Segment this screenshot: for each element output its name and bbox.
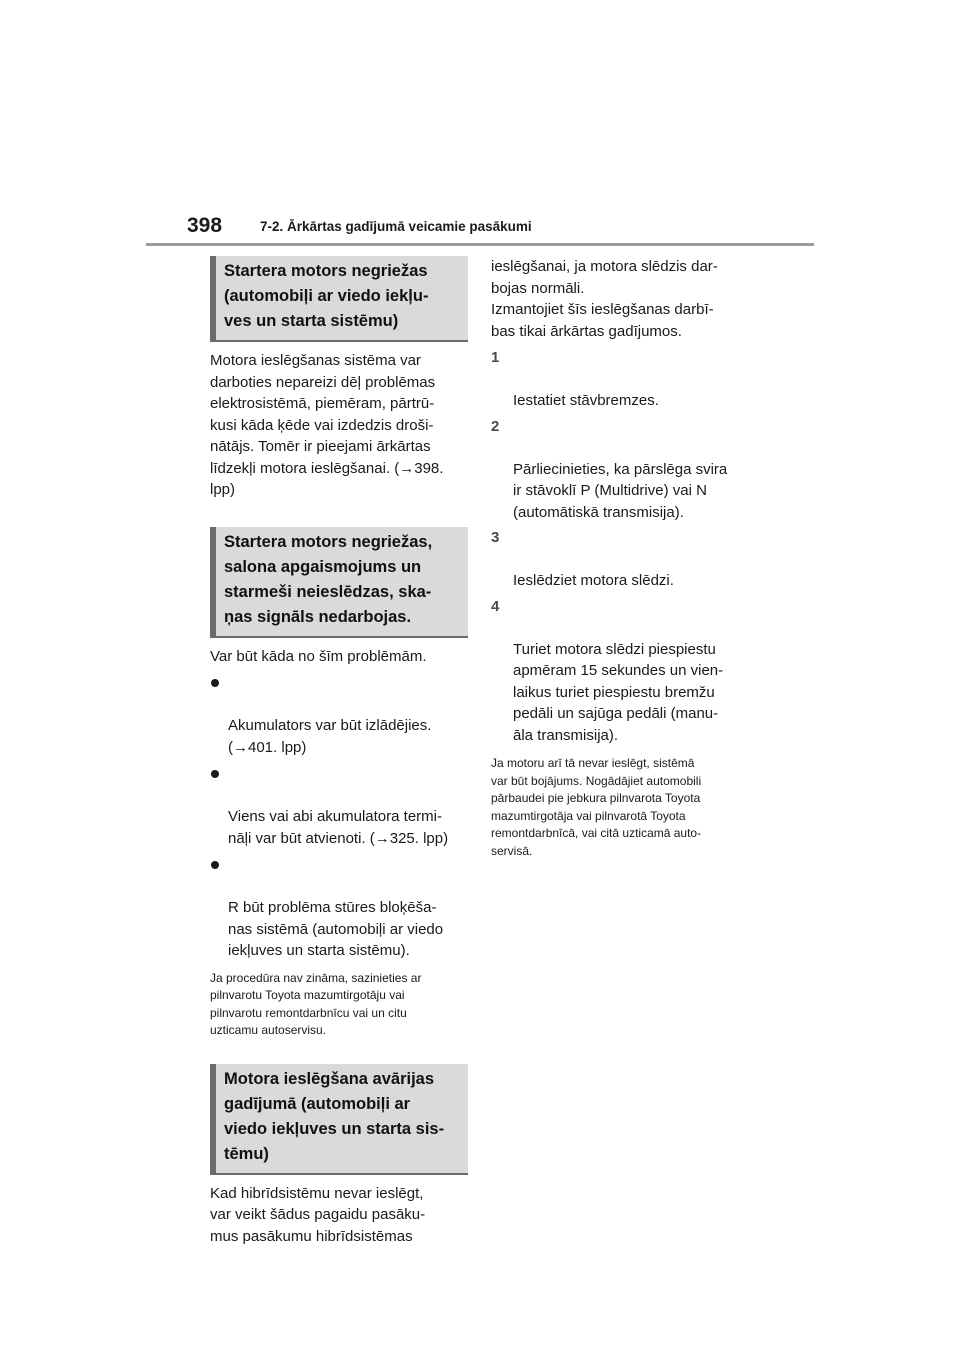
right-column xyxy=(491,256,753,860)
step-number: 4 xyxy=(491,597,500,615)
step-text: Pārliecinieties, ka pārslēga svira ir stāvoklī P (Multidrive) vai N (automātiskā transmisija). xyxy=(513,460,728,521)
note-system-fault: Ja motoru arī tā nevar ieslēgt, sistēmā var būt bojājums. Nogādājiet automobili pārbaudei pie jebkura pilnvarota Toyota mazumtirgotāja vai pilnvarotā Toyota remontdarbnīcā, vai citā uzticamā auto- servisā. xyxy=(491,756,702,858)
heading-no-lights-no-horn xyxy=(210,527,468,638)
heading-text: Motora ieslēgšana avārijas gadījumā (automobiļi ar viedo iekļuves un starta sis- tēmu) xyxy=(224,1069,445,1163)
list-item-text: Akumulators var būt izlādējies. (→401. lpp) xyxy=(228,717,432,756)
problem-list xyxy=(210,672,468,962)
step-list xyxy=(491,347,753,746)
list-item xyxy=(210,672,468,758)
page-number: 398 xyxy=(187,214,223,237)
section-title: 7-2. Ārkārtas gadījumā veicamie pasākumi xyxy=(260,219,532,234)
list-item-text: Viens vai abi akumulatora termi- nāļi var būt atvienoti. (→325. lpp) xyxy=(228,808,449,847)
left-column xyxy=(210,256,468,1247)
note-contact-dealer: Ja procedūra nav zināma, sazinieties ar pilnvarotu Toyota mazumtirgotāju vai pilnvarotu remontdarbnīcu vai un citu uzticamu autoservisu. xyxy=(210,970,422,1037)
heading-starter-not-cranking xyxy=(210,256,468,342)
list-item-text: R būt problēma stūres bloķēša- nas sistēmā (automobiļi ar viedo iekļuves un starta sistēmu). xyxy=(228,899,444,959)
step-text: Iestatiet stāvbremzes. xyxy=(513,392,659,409)
list-item xyxy=(210,854,468,962)
paragraph-temporary-measures: Kad hibrīdsistēmu nevar ieslēgt, var veikt šādus pagaidu pasāku- mus pasākumu hibrīdsistēmas xyxy=(210,1184,426,1245)
paragraph-possible-problems: Var būt kāda no šīm problēmām. xyxy=(210,647,427,665)
step-text: Turiet motora slēdzi piespiestu apmēram 15 sekundes un vien- laikus turiet piespiestu bremžu pedāli un sajūga pedāli (manu- āla transmisija). xyxy=(513,640,724,744)
step-number: 1 xyxy=(491,349,500,366)
list-item xyxy=(210,763,468,849)
step-text: Ieslēdziet motora slēdzi. xyxy=(513,572,674,589)
step-number: 3 xyxy=(491,529,500,546)
step-item xyxy=(491,347,753,412)
step-number: 2 xyxy=(491,417,500,435)
step-item xyxy=(491,596,753,747)
heading-emergency-start xyxy=(210,1064,468,1175)
header-divider xyxy=(146,243,814,246)
heading-text: Startera motors negriežas (automobiļi ar viedo iekļu- ves un starta sistēmu) xyxy=(224,262,429,330)
step-item xyxy=(491,527,753,592)
paragraph-ignition-fault: Motora ieslēgšanas sistēma var darboties nepareizi dēļ problēmas elektrosistēmā, piemēram, pārtrū- kusi kāda ķēde vai izdedzis droši- nātājs. Tomēr ir pieejami ārkārtas līdzekļi motora ieslēgšanai. (→398. lpp) xyxy=(210,352,444,498)
bullet-icon xyxy=(211,861,219,869)
bullet-icon xyxy=(211,770,219,778)
paragraph-emergency-only: ieslēgšanai, ja motora slēdzis dar- bojas normāli. Izmantojiet šīs ieslēgšanas darbī- bas tikai ārkārtas gadījumos. xyxy=(491,258,718,340)
heading-text: Startera motors negriežas, salona apgaismojums un starmeši neieslēdzas, ska- ņas signāls nedarbojas. xyxy=(224,532,433,626)
bullet-icon xyxy=(211,679,219,687)
step-item xyxy=(491,416,753,524)
